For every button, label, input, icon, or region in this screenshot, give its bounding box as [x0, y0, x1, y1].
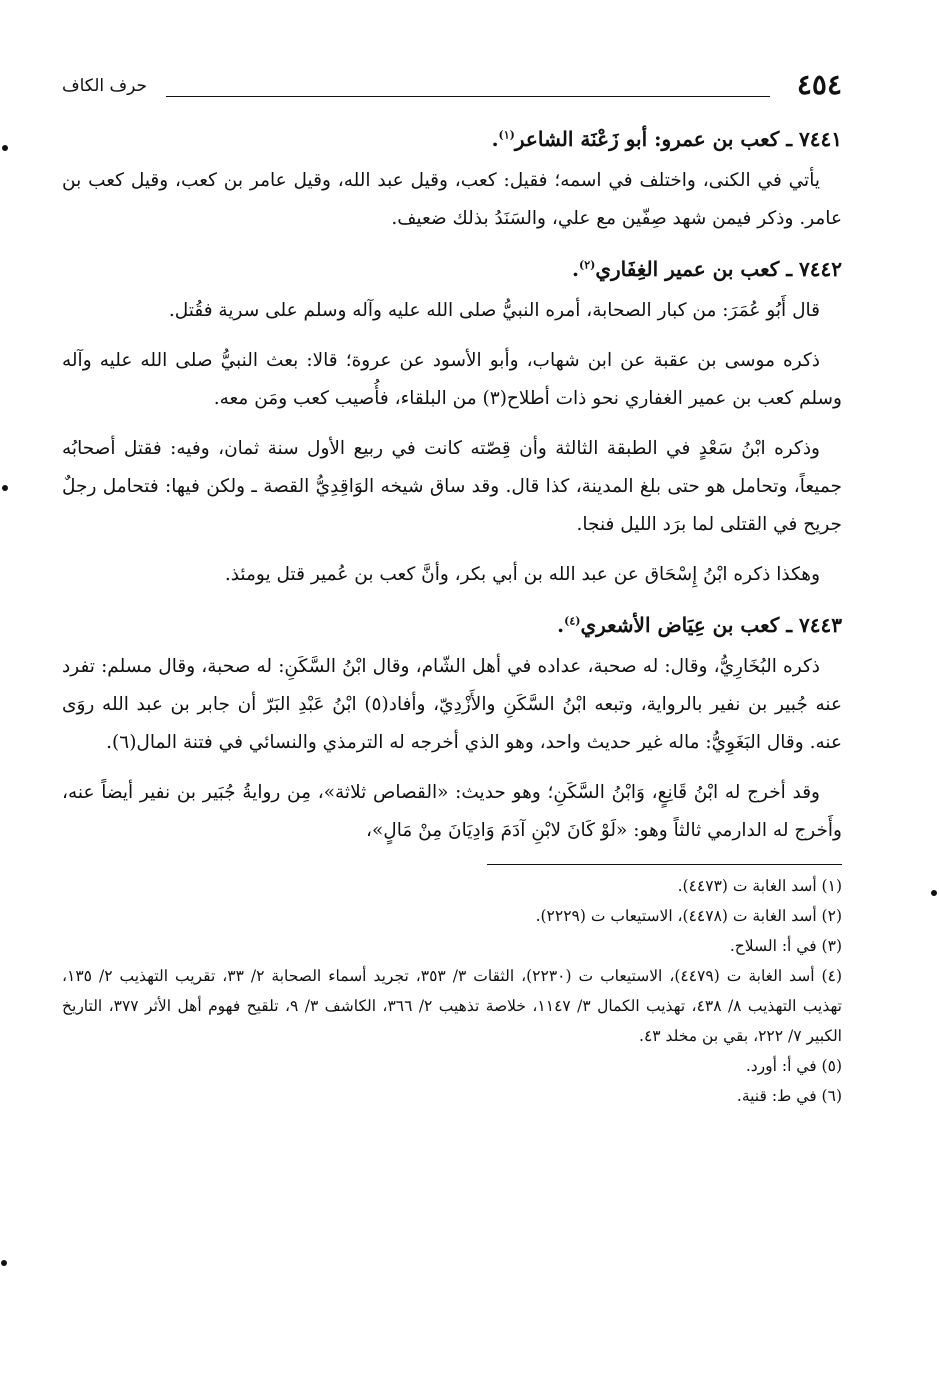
entry-title-text: ٧٤٤١ ـ كعب بن عمرو: أبو زَعْنَة الشاعر: [514, 127, 842, 151]
entry-title-text: ٧٤٤٢ ـ كعب بن عمير الغِفَاري: [595, 257, 842, 281]
footnote-item: (٣) في أ: السلاح.: [729, 937, 842, 955]
main-text: [62, 120, 842, 850]
scan-speck: [931, 890, 937, 896]
footnote-ref[interactable]: (١): [498, 128, 515, 142]
scan-speck: [1, 1260, 7, 1266]
chapter-title: حرف الكاف: [62, 76, 148, 96]
footnote-ref[interactable]: (٤): [564, 614, 581, 628]
scan-speck: [2, 145, 8, 151]
footnotes: [62, 871, 842, 1111]
paragraph: يأتي في الكنى، واختلف في اسمه؛ فقيل: كعب، وقيل عبد الله، وقيل عامر بن كعب، وقيل كعب بن عامر. وذكر فيمن شهد صِفّين مع علي، والسَنَدُ بذلك ضعيف.: [62, 170, 842, 229]
footnote-item: (٤) أسد الغابة ت (٤٤٧٩)، الاستيعاب ت (٢٢٣٠)، الثقات ٣/ ٣٥٣، تجريد أسماء الصحابة ٢/ ٣٣، تقريب التهذيب ٢/ ١٣٥، تهذيب التهذيب ٨/ ٤٣٨، تهذيب الكمال ٣/ ١١٤٧، خلاصة تذهيب ٢/ ٣٦٦، الكاشف ٣/ ٩، تلقيح فهوم أهل الأثر ٣٧٧، التاريخ الكبير ٧/ ٢٢٢، بقي بن مخلد ٤٣.: [62, 967, 843, 1045]
paragraph: ذكره موسى بن عقبة عن ابن شهاب، وأبو الأسود عن عروة؛ قالا: بعث النبيُّ صلى الله عليه وآله وسلم كعب بن عمير الغفاري نحو ذات أطلاح(٣) من البلقاء، فأُصيب كعب ومَن معه.: [62, 350, 842, 409]
footnote-ref[interactable]: (٢): [579, 258, 596, 272]
scan-speck: [2, 485, 8, 491]
page-header: [62, 60, 842, 104]
paragraph: قال أَبُو عُمَرَ: من كبار الصحابة، أمره النبيُّ صلى الله عليه وآله وسلم على سرية فقُتل.: [168, 300, 820, 321]
footnote-rule: [487, 864, 842, 865]
footnote-item: (٥) في أ: أورد.: [745, 1057, 842, 1075]
footnote-item: (١) أسد الغابة ت (٤٤٧٣).: [677, 877, 842, 895]
paragraph: وهكذا ذكره ابْنُ إِسْحَاق عن عبد الله بن أبي بكر، وأنَّ كعب بن عُمير قتل يومئذ.: [224, 564, 820, 585]
entry-title-text: ٧٤٤٣ ـ كعب بن عِيَاض الأشعري: [580, 613, 842, 637]
document-page: [62, 60, 842, 1350]
entry-title: ٧٤٤٣ ـ كعب بن عِيَاض الأشعري$^{(٤)}$.: [557, 613, 842, 637]
paragraph: وقد أخرج له ابْنُ قَانِعٍ، وَابْنُ السَّكَنِ؛ وهو حديث: «القصاص ثلاثة»، مِن روايةُ جُبَير بن نفير أيضاً عنه، وأَخرج له الدارمي ثالثاً وهو: «لَوْ كَانَ لابْنِ آدَمَ وَادِيَانَ مِنْ مَالٍ»،: [62, 782, 842, 841]
footnote-item: (٢) أسد الغابة ت (٤٤٧٨)، الاستيعاب ت (٢٢٢٩).: [535, 907, 842, 925]
footnote-item: (٦) في ط: قنية.: [736, 1087, 842, 1105]
entry-title: ٧٤٤٢ ـ كعب بن عمير الغِفَاري$^{(٢)}$.: [572, 257, 842, 281]
paragraph: ذكره البُخَارِيُّ، وقال: له صحبة، عداده في أهل الشّام، وقال ابْنُ السَّكَنِ: له صحبة، وقال مسلم: تفرد عنه جُبير بن نفير بالرواية، وتبعه ابْنُ السَّكَنِ والأَزْدِيّ، وأفاد(٥) ابْنُ عَبْدِ البَرّ أن جابر بن عبد الله روَى عنه. وقال البَغَوِيُّ: ماله غير حديث واحد، وهو الذي أخرجه له الترمذي والنسائي في فتنة المال(٦).: [62, 656, 842, 753]
entry-title: ٧٤٤١ ـ كعب بن عمرو: أبو زَعْنَة الشاعر$^{(١)}$.: [491, 127, 842, 151]
page-number: ٤٥٤: [796, 68, 842, 101]
paragraph: وذكره ابْنُ سَعْدٍ في الطبقة الثالثة وأن قِصّته كانت في ربيع الأول سنة ثمان، وفيه: فقتل أصحابُه جميعاً، وتحامل هو حتى بلغ المدينة، كذا قال. وقد ساق شيخه الوَاقِدِيُّ القصة ـ ولكن فيها: فتحامل رجلٌ جريح في القتلى لما برَد الليل فنجا.: [62, 438, 842, 535]
header-rule: [166, 96, 770, 97]
